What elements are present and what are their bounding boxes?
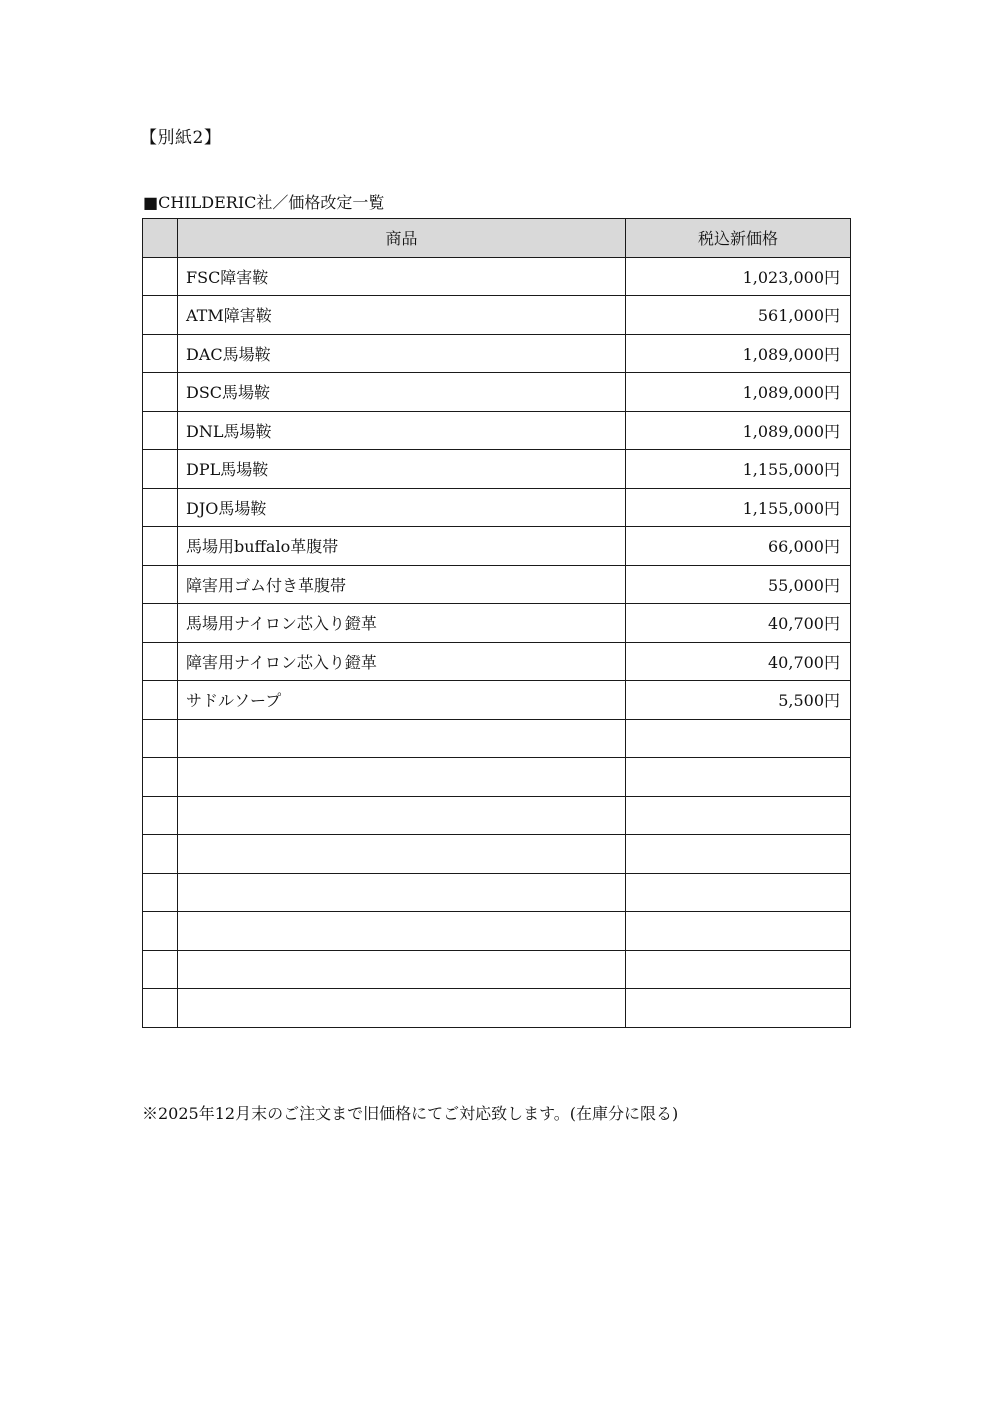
price-cell: 1,089,000円 xyxy=(626,411,851,450)
row-index-cell xyxy=(143,257,178,296)
row-index-cell xyxy=(143,527,178,566)
product-name-cell: ATM障害鞍 xyxy=(178,296,626,335)
product-name-cell xyxy=(178,950,626,989)
table-row xyxy=(143,950,851,989)
row-index-cell xyxy=(143,681,178,720)
price-cell: 1,155,000円 xyxy=(626,450,851,489)
table-row xyxy=(143,604,851,643)
price-revision-table xyxy=(142,218,851,1028)
table-row xyxy=(143,719,851,758)
price-cell xyxy=(626,989,851,1028)
table-row xyxy=(143,758,851,797)
product-name-cell: 馬場用buffalo革腹帯 xyxy=(178,527,626,566)
table-row xyxy=(143,835,851,874)
table-row xyxy=(143,642,851,681)
row-index-cell xyxy=(143,950,178,989)
header-index xyxy=(143,219,178,258)
row-index-cell xyxy=(143,642,178,681)
product-name-cell: DJO馬場鞍 xyxy=(178,488,626,527)
table-row xyxy=(143,681,851,720)
row-index-cell xyxy=(143,604,178,643)
table-row xyxy=(143,989,851,1028)
table-row xyxy=(143,873,851,912)
product-name-cell: 障害用ゴム付き革腹帯 xyxy=(178,565,626,604)
product-name-cell: DNL馬場鞍 xyxy=(178,411,626,450)
table-row xyxy=(143,296,851,335)
table-row xyxy=(143,373,851,412)
table-row xyxy=(143,565,851,604)
price-cell: 1,155,000円 xyxy=(626,488,851,527)
price-cell: 40,700円 xyxy=(626,604,851,643)
table-header-row xyxy=(143,219,851,258)
row-index-cell xyxy=(143,758,178,797)
table-row xyxy=(143,450,851,489)
price-cell xyxy=(626,873,851,912)
price-cell: 1,023,000円 xyxy=(626,257,851,296)
header-new-price: 税込新価格 xyxy=(626,219,851,258)
table-row xyxy=(143,411,851,450)
price-cell xyxy=(626,796,851,835)
table-body xyxy=(143,257,851,1027)
table-row xyxy=(143,488,851,527)
header-product: 商品 xyxy=(178,219,626,258)
price-cell xyxy=(626,912,851,951)
row-index-cell xyxy=(143,912,178,951)
product-name-cell xyxy=(178,835,626,874)
row-index-cell xyxy=(143,796,178,835)
row-index-cell xyxy=(143,488,178,527)
product-name-cell xyxy=(178,719,626,758)
price-cell: 561,000円 xyxy=(626,296,851,335)
row-index-cell xyxy=(143,873,178,912)
product-name-cell: 障害用ナイロン芯入り鐙革 xyxy=(178,642,626,681)
product-name-cell xyxy=(178,912,626,951)
price-cell xyxy=(626,758,851,797)
price-cell: 40,700円 xyxy=(626,642,851,681)
row-index-cell xyxy=(143,989,178,1028)
product-name-cell: FSC障害鞍 xyxy=(178,257,626,296)
price-cell: 1,089,000円 xyxy=(626,373,851,412)
product-name-cell: DSC馬場鞍 xyxy=(178,373,626,412)
product-name-cell: DAC馬場鞍 xyxy=(178,334,626,373)
table-title: ■CHILDERIC社／価格改定一覧 xyxy=(143,193,385,212)
row-index-cell xyxy=(143,450,178,489)
row-index-cell xyxy=(143,835,178,874)
table-row xyxy=(143,527,851,566)
row-index-cell xyxy=(143,334,178,373)
product-name-cell xyxy=(178,989,626,1028)
row-index-cell xyxy=(143,719,178,758)
product-name-cell: サドルソープ xyxy=(178,681,626,720)
price-cell: 66,000円 xyxy=(626,527,851,566)
row-index-cell xyxy=(143,411,178,450)
product-name-cell xyxy=(178,873,626,912)
product-name-cell xyxy=(178,796,626,835)
product-name-cell xyxy=(178,758,626,797)
table-row xyxy=(143,796,851,835)
product-name-cell: DPL馬場鞍 xyxy=(178,450,626,489)
product-name-cell: 馬場用ナイロン芯入り鐙革 xyxy=(178,604,626,643)
price-cell: 55,000円 xyxy=(626,565,851,604)
row-index-cell xyxy=(143,565,178,604)
price-cell xyxy=(626,950,851,989)
table-row xyxy=(143,912,851,951)
price-cell xyxy=(626,719,851,758)
row-index-cell xyxy=(143,373,178,412)
footnote: ※2025年12月末のご注文まで旧価格にてご対応致します。(在庫分に限る) xyxy=(142,1104,679,1123)
price-cell: 1,089,000円 xyxy=(626,334,851,373)
attachment-label: 【別紙2】 xyxy=(140,128,222,148)
price-cell xyxy=(626,835,851,874)
table-row xyxy=(143,334,851,373)
price-cell: 5,500円 xyxy=(626,681,851,720)
row-index-cell xyxy=(143,296,178,335)
table-row xyxy=(143,257,851,296)
